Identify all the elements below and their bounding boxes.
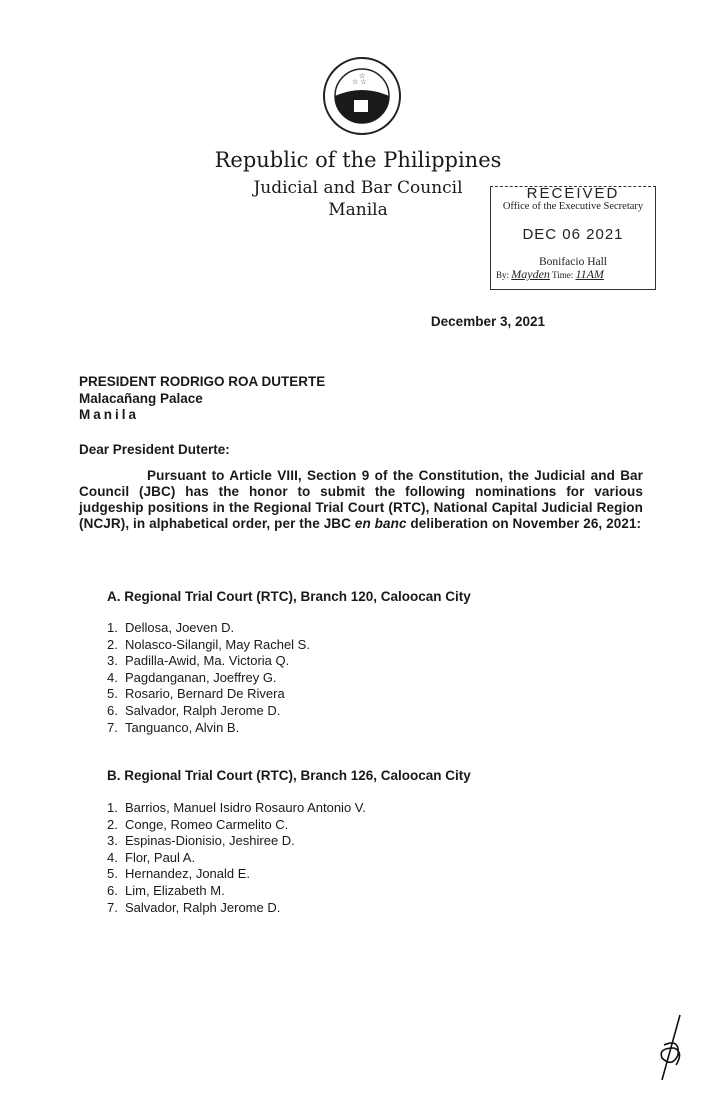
section-a-heading: A. Regional Trial Court (RTC), Branch 120, Caloocan City bbox=[107, 589, 471, 604]
list-item: 6. Lim, Elizabeth M. bbox=[107, 882, 225, 898]
list-item: 3. Espinas-Dionisio, Jeshiree D. bbox=[107, 833, 295, 849]
list-item: 7. Tanguanco, Alvin B. bbox=[107, 719, 240, 735]
stamp-date: DEC 06 2021 bbox=[522, 226, 624, 243]
body-paragraph bbox=[79, 468, 643, 532]
letterhead-title: Republic of the Philippines bbox=[214, 148, 502, 172]
stamp-office: Office of the Executive Secretary bbox=[502, 201, 644, 212]
stamp-by-line bbox=[491, 268, 655, 281]
stamp-time-value: 11AM bbox=[575, 267, 604, 281]
addressee-city: Manila bbox=[79, 407, 140, 422]
addressee-office: Malacañang Palace bbox=[79, 390, 203, 406]
stamp-by-value: Mayden bbox=[511, 267, 550, 281]
section-a-list bbox=[107, 620, 310, 736]
svg-text:☆: ☆ bbox=[359, 73, 366, 80]
list-item: 6. Salvador, Ralph Jerome D. bbox=[107, 702, 281, 718]
letterhead-city: Manila bbox=[328, 200, 388, 220]
list-item: 1. Dellosa, Joeven D. bbox=[107, 620, 235, 635]
body-text-end: deliberation on November 26, 2021: bbox=[406, 516, 642, 531]
received-stamp bbox=[490, 186, 656, 290]
letterhead-agency: Judicial and Bar Council bbox=[253, 178, 463, 198]
letter-date: December 3, 2021 bbox=[430, 314, 545, 329]
section-b-list bbox=[107, 800, 366, 916]
list-item: 5. Rosario, Bernard De Rivera bbox=[107, 686, 285, 702]
list-item: 3. Padilla-Awid, Ma. Victoria Q. bbox=[107, 653, 290, 669]
stamp-by-label: By: bbox=[496, 270, 510, 280]
list-item: 1. Barrios, Manuel Isidro Rosauro Antonio V. bbox=[107, 800, 366, 815]
body-text: Pursuant to Article VIII, Section 9 of the Constitution, the Judicial and Bar Council (JBC) has the honor to submit the following nominations for various judgeship positions in the Regional Trial Court (RTC), National Capital Judicial Region (NCJR), in alphabetical order, per the JBC bbox=[79, 468, 643, 531]
list-item: 4. Flor, Paul A. bbox=[107, 849, 196, 865]
addressee-name: PRESIDENT RODRIGO ROA DUTERTE bbox=[79, 374, 326, 389]
section-b-heading: B. Regional Trial Court (RTC), Branch 126, Caloocan City bbox=[107, 768, 471, 783]
initials-signature bbox=[650, 1010, 695, 1085]
stamp-title: RECEIVED bbox=[526, 185, 620, 202]
list-item: 5. Hernandez, Jonald E. bbox=[107, 866, 251, 882]
svg-text:☆ ☆: ☆ ☆ bbox=[352, 79, 367, 86]
salutation: Dear President Duterte: bbox=[79, 442, 230, 457]
list-item: 2. Nolasco-Silangil, May Rachel S. bbox=[107, 636, 310, 652]
body-italic: en banc bbox=[354, 516, 407, 531]
stamp-time-label: Time: bbox=[552, 270, 574, 280]
stamp-place: Bonifacio Hall bbox=[538, 256, 608, 268]
list-item: 4. Pagdanganan, Joeffrey G. bbox=[107, 669, 277, 685]
list-item: 7. Salvador, Ralph Jerome D. bbox=[107, 899, 281, 915]
jbc-seal bbox=[322, 56, 402, 136]
addressee-block bbox=[79, 374, 325, 424]
list-item: 2. Conge, Romeo Carmelito C. bbox=[107, 816, 289, 832]
